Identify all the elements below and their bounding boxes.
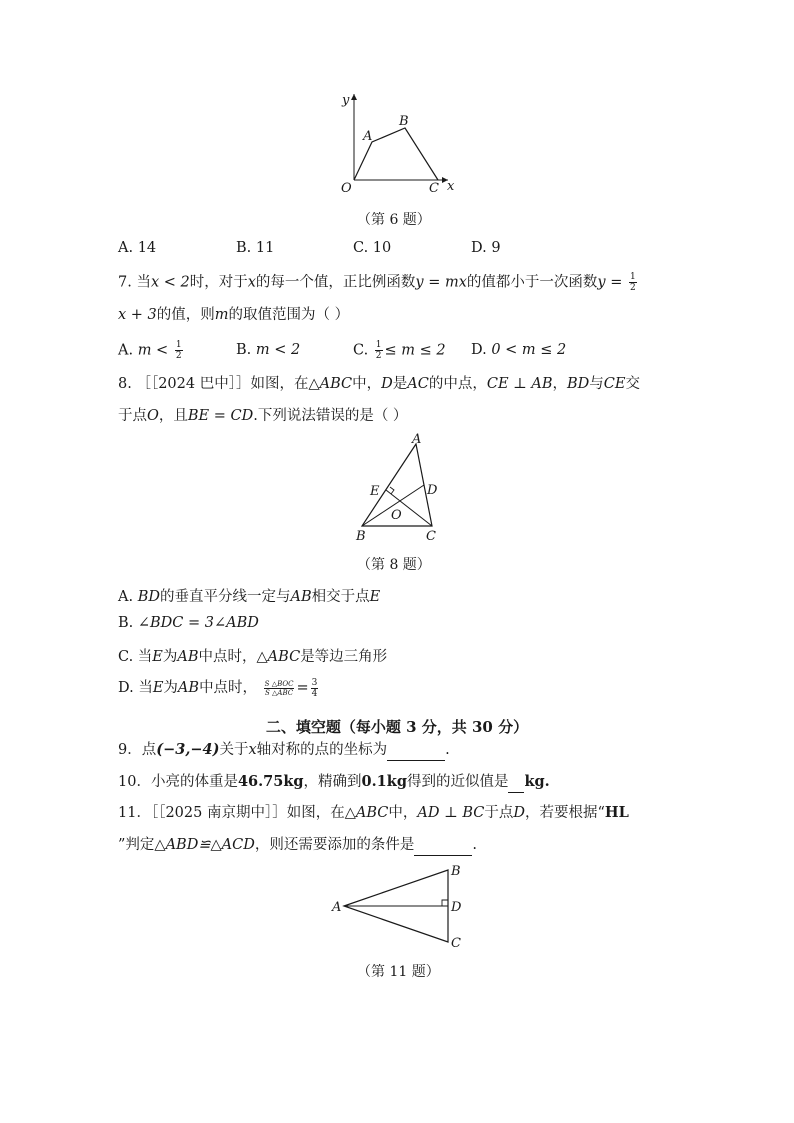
q11-stem-line1: 11．［［2025 南京期中］］如图，在△ABC中，AD ⊥ BC于点D，若要根据“HL bbox=[118, 804, 629, 821]
label-c: C bbox=[451, 936, 461, 950]
figure-6 bbox=[330, 88, 470, 198]
label-o: O bbox=[341, 181, 352, 196]
area-ratio-fraction: $\frac{\text{S △BOC}}{\text{S △ABC}}$ bbox=[264, 679, 294, 697]
label-o: O bbox=[391, 508, 402, 523]
answer-blank[interactable] bbox=[387, 740, 445, 761]
fraction-one-half: $\frac{1}{2}$ bbox=[629, 272, 636, 293]
q8-option-a: A. BD的垂直平分线一定与AB相交于点E bbox=[118, 589, 381, 605]
label-b: B bbox=[451, 864, 461, 879]
label-y: y bbox=[342, 93, 350, 108]
q8-option-d: D. 当E为AB中点时， $\frac{\text{S △BOC}}{\text{S △ABC}}$ = $\frac{3}{4}$ bbox=[118, 677, 318, 699]
answer-blank[interactable] bbox=[414, 835, 472, 856]
figure-11-caption: （第 11 题） bbox=[357, 964, 440, 980]
label-d: D bbox=[427, 483, 438, 498]
figure-6-caption: （第 6 题） bbox=[357, 212, 431, 228]
label-e: E bbox=[370, 484, 380, 499]
label-b: B bbox=[356, 529, 366, 544]
q6-option-a: A. 14 bbox=[118, 240, 157, 256]
label-c: C bbox=[426, 529, 436, 544]
q8-stem-line1: 8. ［［2024 巴中］］如图，在△ABC中，D是AC的中点，CE ⊥ AB，BD与CE交 bbox=[118, 376, 640, 392]
q6-option-c: C. 10 bbox=[353, 240, 392, 256]
q11-stem-line2: ”判定△ABD≌△ACD，则还需要添加的条件是 . bbox=[118, 835, 477, 856]
q7-option-d: D. 0 < m ≤ 2 bbox=[471, 342, 567, 358]
label-c: C bbox=[429, 181, 439, 196]
q7-stem-line1: 7. 当x < 2时，对于x的每一个值，正比例函数y = mx的值都小于一次函数y = $\frac{1}{2}$ bbox=[118, 272, 636, 293]
q8-option-b: B. ∠BDC = 3∠ABD bbox=[118, 615, 259, 631]
label-d: D bbox=[451, 900, 462, 915]
q7-stem-line2: x + 3的值，则m的取值范围为（ ） bbox=[118, 307, 350, 323]
q7-option-a: A. m < $\frac{1}{2}$ bbox=[118, 340, 182, 361]
figure-11 bbox=[330, 860, 470, 950]
label-x: x bbox=[447, 179, 455, 194]
label-a: A bbox=[363, 129, 373, 144]
q8-stem-line2: 于点O，且BE = CD.下列说法错误的是（ ） bbox=[118, 408, 408, 424]
figure-8-caption: （第 8 题） bbox=[357, 557, 431, 573]
q8-option-c: C. 当E为AB中点时，△ABC是等边三角形 bbox=[118, 649, 388, 665]
answer-blank[interactable] bbox=[508, 772, 524, 793]
q6-option-b: B. 11 bbox=[236, 240, 275, 256]
right-angle-mark bbox=[390, 487, 394, 494]
q9-stem: 9．点(−3,−4)关于x轴对称的点的坐标为 . bbox=[118, 740, 450, 761]
q7-option-c: C. $\frac{1}{2}$ ≤ m ≤ 2 bbox=[353, 340, 446, 361]
label-a: A bbox=[412, 432, 422, 447]
section-title-fill-in: 二、填空题（每小题 3 分，共 30 分） bbox=[265, 718, 529, 736]
label-b: B bbox=[399, 114, 409, 129]
label-a: A bbox=[332, 900, 342, 915]
q6-option-d: D. 9 bbox=[471, 240, 501, 256]
q7-option-b: B. m < 2 bbox=[236, 342, 301, 358]
right-angle-mark bbox=[442, 900, 448, 906]
figure-8 bbox=[350, 432, 460, 544]
q10-stem: 10．小亮的体重是46.75kg，精确到0.1kg得到的近似值是 kg. bbox=[118, 772, 550, 793]
